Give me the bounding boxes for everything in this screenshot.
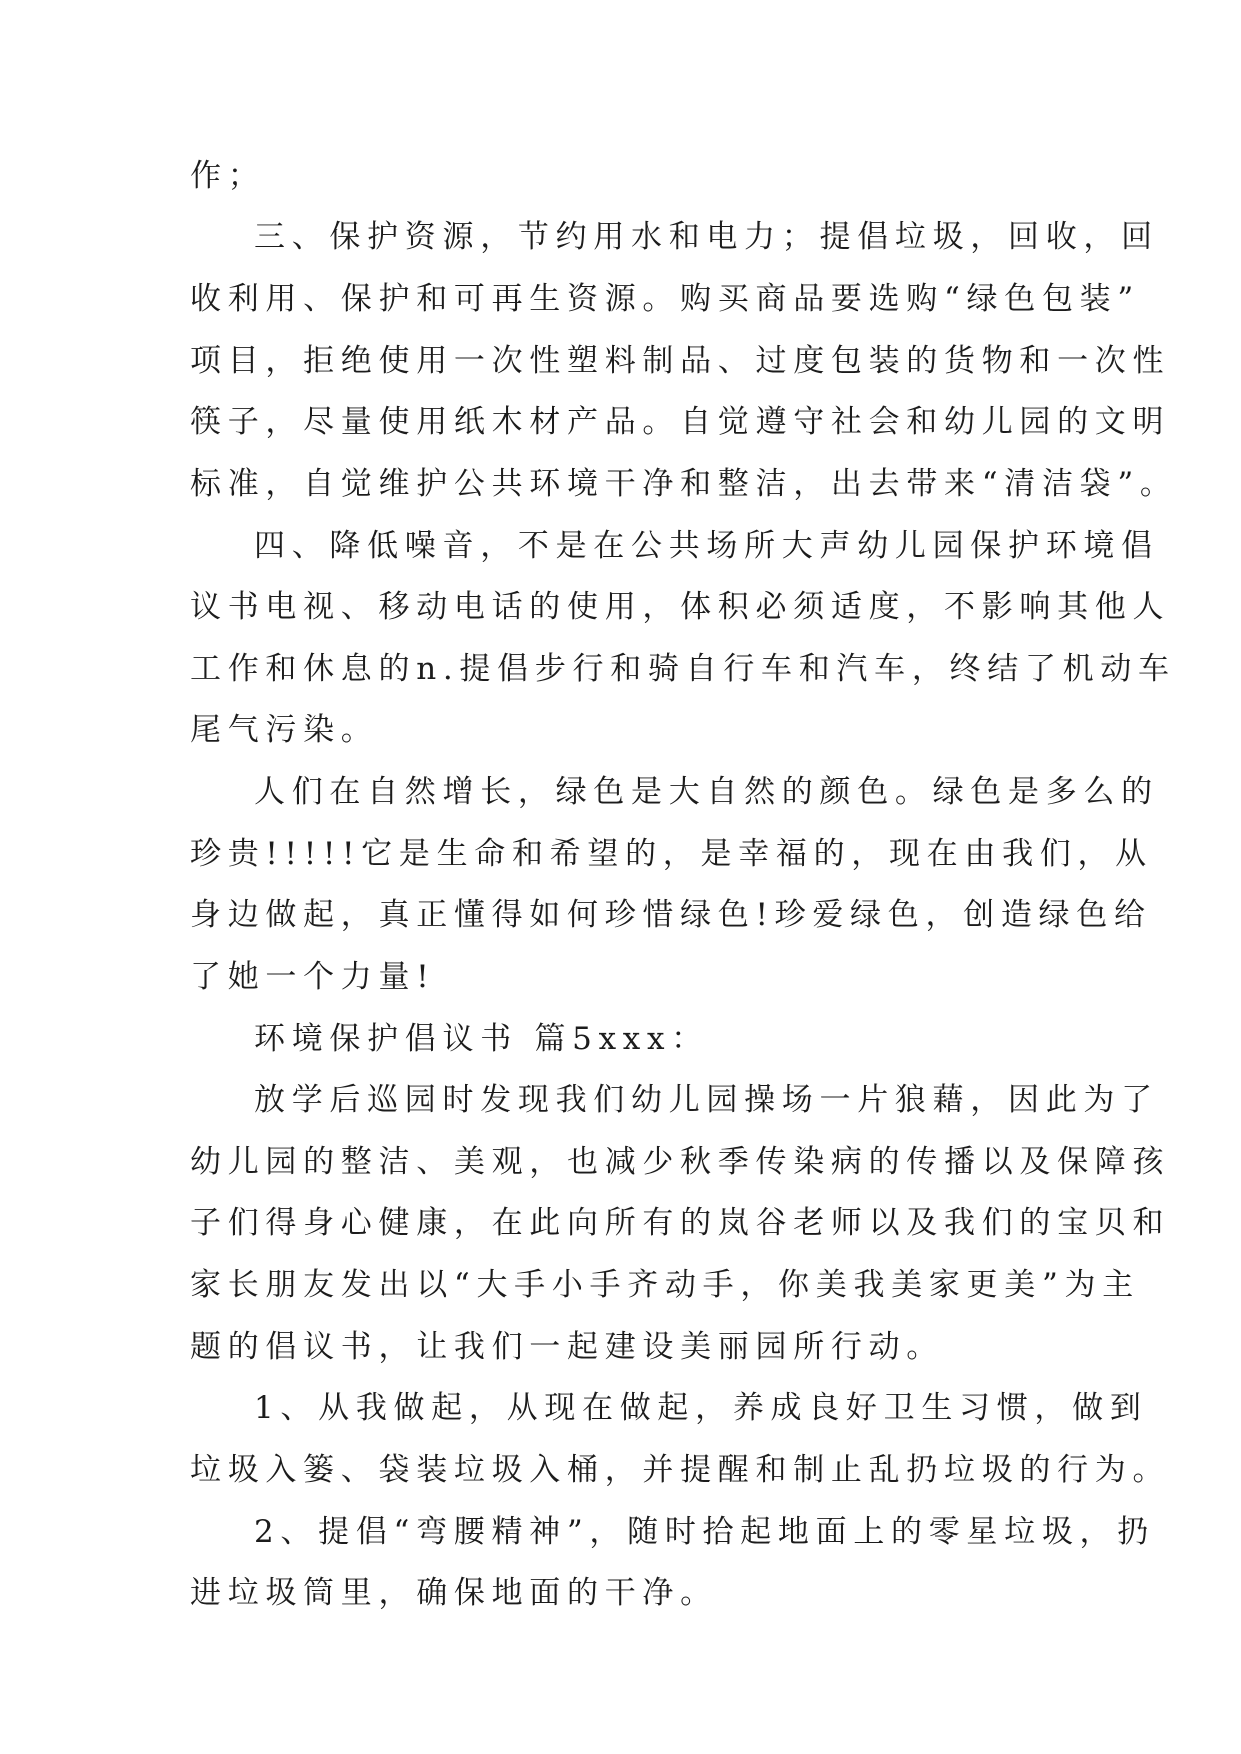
paragraph-start-line: 人们在自然增长，绿色是大自然的颜色。绿色是多么的 bbox=[254, 774, 1159, 810]
text-line: 进垃圾筒里，确保地面的干净。 bbox=[190, 1575, 718, 1611]
text-line: 项目，拒绝使用一次性塑料制品、过度包装的货物和一次性 bbox=[190, 343, 1171, 379]
text-line: 垃圾入篓、袋装垃圾入桶，并提醒和制止乱扔垃圾的行为。 bbox=[190, 1452, 1171, 1488]
text-line: 工作和休息的n.提倡步行和骑自行车和汽车，终结了机动车 bbox=[190, 651, 1176, 687]
text-line: 幼儿园的整洁、美观，也减少秋季传染病的传播以及保障孩 bbox=[190, 1144, 1171, 1180]
text-line: 作； bbox=[190, 158, 266, 194]
text-line: 尾气污染。 bbox=[190, 712, 379, 748]
text-line: 筷子，尽量使用纸木材产品。自觉遵守社会和幼儿园的文明 bbox=[190, 404, 1171, 440]
paragraph-start-line: 三、保护资源，节约用水和电力；提倡垃圾，回收，回 bbox=[254, 219, 1159, 255]
text-line: 珍贵!!!!!它是生命和希望的，是幸福的，现在由我们，从 bbox=[190, 836, 1153, 872]
text-line: 议书电视、移动电话的使用，体积必须适度，不影响其他人 bbox=[190, 589, 1171, 625]
paragraph-start-line: 2、提倡“弯腰精神”，随时拾起地面上的零星垃圾，扔 bbox=[254, 1514, 1155, 1550]
text-line: 收利用、保护和可再生资源。购买商品要选购“绿色包装” bbox=[190, 281, 1140, 317]
paragraph-start-line: 放学后巡园时发现我们幼儿园操场一片狼藉，因此为了 bbox=[254, 1082, 1159, 1118]
text-line: 子们得身心健康，在此向所有的岚谷老师以及我们的宝贝和 bbox=[190, 1205, 1171, 1241]
section-heading: 环境保护倡议书 篇5xxx： bbox=[254, 1021, 709, 1057]
text-line: 家长朋友发出以“大手小手齐动手，你美我美家更美”为主 bbox=[190, 1267, 1140, 1303]
text-line: 了她一个力量! bbox=[190, 959, 436, 995]
text-line: 身边做起，真正懂得如何珍惜绿色!珍爱绿色，创造绿色给 bbox=[190, 897, 1152, 933]
paragraph-start-line: 四、降低噪音，不是在公共场所大声幼儿园保护环境倡 bbox=[254, 528, 1159, 564]
text-line: 标准，自觉维护公共环境干净和整洁，出去带来“清洁袋”。 bbox=[190, 466, 1178, 502]
text-line: 题的倡议书，让我们一起建设美丽园所行动。 bbox=[190, 1329, 944, 1365]
paragraph-start-line: 1、从我做起，从现在做起，养成良好卫生习惯，做到 bbox=[254, 1390, 1148, 1426]
